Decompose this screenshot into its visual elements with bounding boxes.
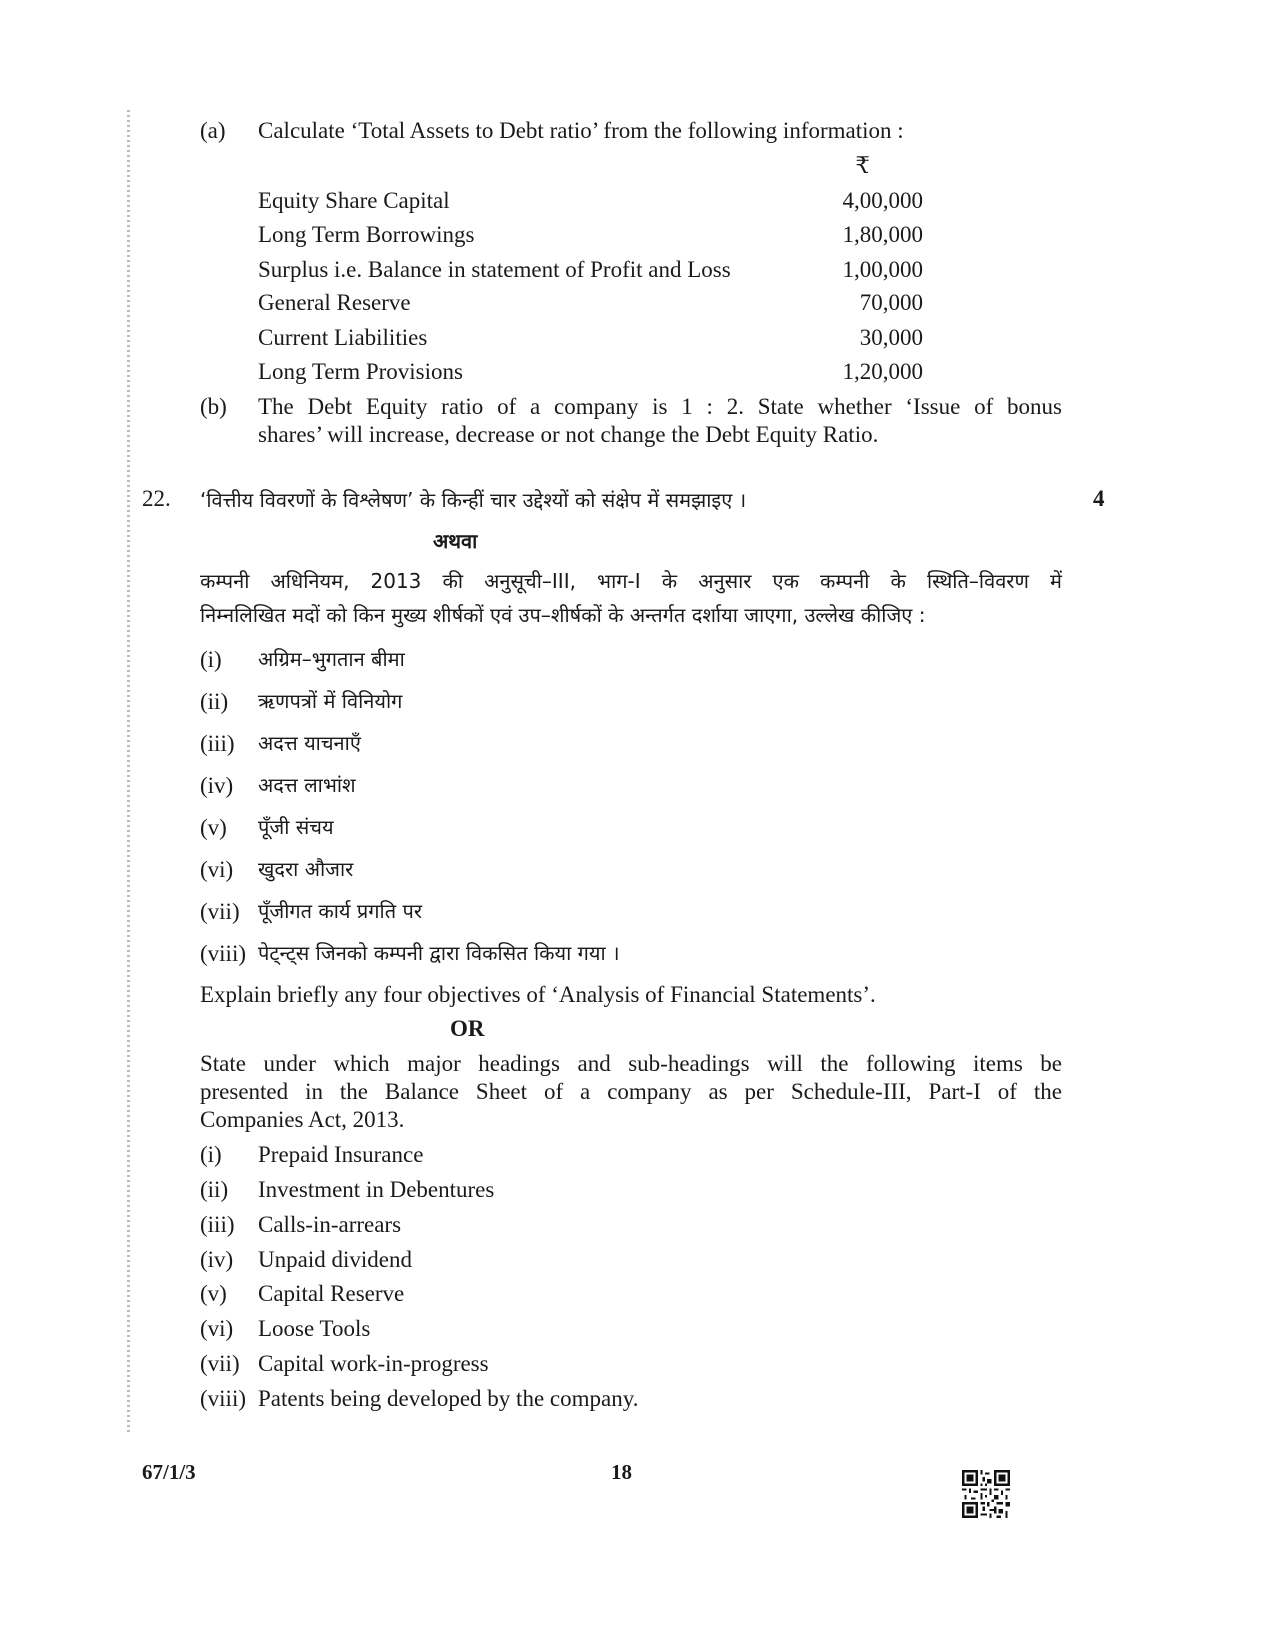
table-row-label: Current Liabilities	[258, 325, 428, 350]
list-item: अग्रिम–भुगतान बीमा	[258, 647, 405, 671]
list-item: Loose Tools	[258, 1316, 371, 1341]
table-row-amount: 4,00,000	[842, 188, 923, 213]
question-number: 22.	[142, 486, 171, 511]
list-item: Capital Reserve	[258, 1281, 405, 1306]
paper-code: 67/1/3	[142, 1460, 196, 1484]
currency-header: ₹	[855, 153, 870, 178]
table-row-label: General Reserve	[258, 290, 411, 315]
page-number: 18	[611, 1460, 632, 1484]
table-row-amount: 1,00,000	[842, 257, 923, 282]
list-item-label: (iv)	[200, 1247, 234, 1272]
list-item-label: (vii)	[200, 1351, 240, 1376]
list-item: Capital work-in-progress	[258, 1351, 489, 1376]
q21-a-text: Calculate ‘Total Assets to Debt ratio’ from the following information :	[258, 118, 904, 143]
list-item: Patents being developed by the company.	[258, 1386, 639, 1411]
list-item: पूँजीगत कार्य प्रगति पर	[258, 899, 423, 923]
list-item-label: (iii)	[200, 1212, 235, 1237]
english-or-divider: OR	[450, 1016, 485, 1041]
table-row-label: Equity Share Capital	[258, 188, 450, 213]
table-row-amount: 70,000	[859, 290, 923, 315]
table-row-label: Long Term Borrowings	[258, 222, 475, 247]
list-item-label: (ii)	[200, 1177, 229, 1202]
list-item: अदत्त लाभांश	[258, 773, 356, 797]
list-item: Unpaid dividend	[258, 1247, 412, 1272]
qr-code-icon	[962, 1470, 1010, 1518]
table-row-label: Long Term Provisions	[258, 359, 463, 384]
english-question: Explain briefly any four objectives of ‘Analysis of Financial Statements’.	[200, 982, 876, 1007]
english-paragraph-line2: presented in the Balance Sheet of a company as per Schedule-III, Part-I of the	[200, 1079, 1062, 1104]
list-item-label: (viii)	[200, 1386, 246, 1411]
list-item: खुदरा औजार	[258, 857, 354, 881]
list-item: पूँजी संचय	[258, 815, 334, 839]
list-item: Prepaid Insurance	[258, 1142, 424, 1167]
table-row-amount: 30,000	[859, 325, 923, 350]
q21-b-line2: shares’ will increase, decrease or not change the Debt Equity Ratio.	[258, 422, 879, 447]
marks: 4	[1093, 486, 1105, 511]
list-item-label: (ii)	[200, 689, 229, 714]
list-item-label: (v)	[200, 1281, 227, 1306]
list-item: Calls-in-arrears	[258, 1212, 402, 1237]
hindi-paragraph-line2: निम्नलिखित मदों को किन मुख्य शीर्षकों एवं उप–शीर्षकों के अन्तर्गत दर्शाया जाएगा, उल्लेख कीजिए :	[200, 603, 926, 627]
q21-b-line1: The Debt Equity ratio of a company is 1 : 2. State whether ‘Issue of bonus	[258, 394, 1062, 419]
list-item: ऋणपत्रों में विनियोग	[258, 689, 403, 713]
hindi-or-divider: अथवा	[433, 529, 478, 553]
list-item-label: (i)	[200, 1142, 222, 1167]
table-row-amount: 1,20,000	[842, 359, 923, 384]
list-item-label: (vii)	[200, 899, 240, 924]
list-item-label: (v)	[200, 815, 227, 840]
list-item-label: (iii)	[200, 731, 235, 756]
hindi-paragraph-line1: कम्पनी अधिनियम, 2013 की अनुसूची–III, भाग-I के अनुसार एक कम्पनी के स्थिति–विवरण में	[200, 569, 1062, 593]
list-item: पेट्न्ट्स जिनको कम्पनी द्वारा विकसित किया गया ।	[258, 941, 620, 965]
list-item-label: (i)	[200, 647, 222, 672]
list-item: अदत्त याचनाएँ	[258, 731, 361, 755]
english-paragraph-line1: State under which major headings and sub-headings will the following items be	[200, 1051, 1062, 1076]
table-row-amount: 1,80,000	[842, 222, 923, 247]
english-paragraph-line3: Companies Act, 2013.	[200, 1107, 405, 1132]
hindi-question: ‘वित्तीय विवरणों के विश्लेषण’ के किन्हीं चार उद्देश्यों को संक्षेप में समझाइए ।	[200, 488, 747, 512]
list-item-label: (vi)	[200, 1316, 234, 1341]
q21-a-label: (a)	[200, 118, 226, 143]
q21-b-label: (b)	[200, 394, 227, 419]
list-item-label: (viii)	[200, 941, 246, 966]
margin-barcode-strip	[127, 110, 130, 1435]
table-row-label: Surplus i.e. Balance in statement of Profit and Loss	[258, 257, 731, 282]
list-item-label: (vi)	[200, 857, 234, 882]
list-item-label: (iv)	[200, 773, 234, 798]
list-item: Investment in Debentures	[258, 1177, 495, 1202]
